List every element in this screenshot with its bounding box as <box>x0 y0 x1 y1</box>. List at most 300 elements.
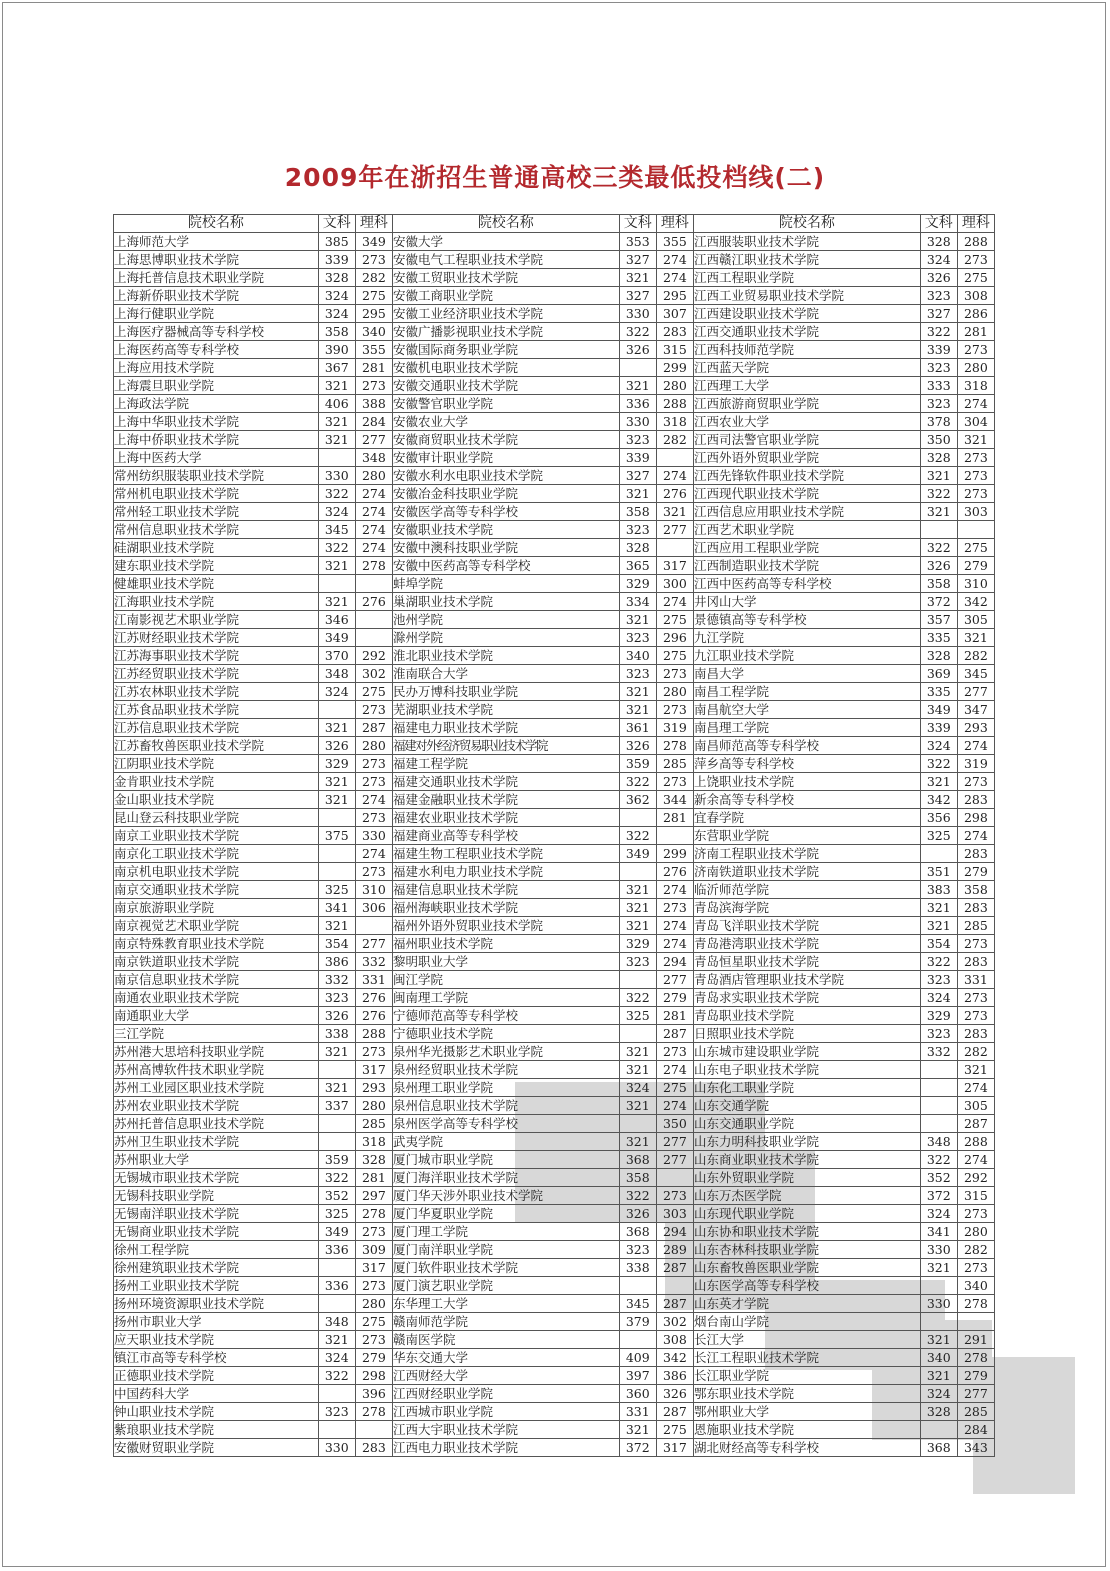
arts-score-cell: 350 <box>920 431 957 449</box>
science-score-cell: 287 <box>355 719 392 737</box>
school-name-cell: 福建电力职业技术学院 <box>392 719 619 737</box>
science-score-cell: 277 <box>656 1133 693 1151</box>
science-score-cell: 318 <box>355 1133 392 1151</box>
school-name-cell: 福州外语外贸职业技术学院 <box>392 917 619 935</box>
table-row <box>114 1115 995 1133</box>
table-row <box>114 1169 995 1187</box>
arts-score-cell <box>619 359 656 377</box>
arts-score-cell <box>318 1385 355 1403</box>
table-row <box>114 683 995 701</box>
school-name-cell: 南京铁道职业技术学院 <box>114 953 319 971</box>
arts-score-cell: 329 <box>619 935 656 953</box>
table-row <box>114 539 995 557</box>
science-score-cell: 282 <box>957 647 994 665</box>
arts-score-cell: 378 <box>920 413 957 431</box>
science-score-cell: 274 <box>355 845 392 863</box>
school-name-cell: 上海托普信息技术职业学院 <box>114 269 319 287</box>
arts-score-cell: 321 <box>920 917 957 935</box>
school-name-cell: 临沂师范学院 <box>693 881 920 899</box>
arts-score-cell: 332 <box>318 971 355 989</box>
science-score-cell: 276 <box>355 1007 392 1025</box>
school-name-cell: 安徽警官职业学院 <box>392 395 619 413</box>
school-name-cell: 山东现代职业学院 <box>693 1205 920 1223</box>
table-row <box>114 737 995 755</box>
table-row <box>114 971 995 989</box>
arts-score-cell <box>619 1277 656 1295</box>
science-score-cell: 315 <box>656 341 693 359</box>
science-score-cell: 293 <box>355 1079 392 1097</box>
arts-score-cell: 322 <box>318 1367 355 1385</box>
arts-score-cell: 352 <box>920 1169 957 1187</box>
science-score-cell: 273 <box>957 449 994 467</box>
science-score-cell: 273 <box>355 377 392 395</box>
school-name-cell: 湖北财经高等专科学校 <box>693 1439 920 1457</box>
science-score-cell: 274 <box>656 881 693 899</box>
arts-score-cell: 352 <box>318 1187 355 1205</box>
school-name-cell: 苏州港大思培科技职业学院 <box>114 1043 319 1061</box>
science-score-cell: 274 <box>355 503 392 521</box>
school-name-cell: 江西服装职业技术学院 <box>693 233 920 251</box>
science-score-cell: 273 <box>355 755 392 773</box>
arts-score-cell: 397 <box>619 1367 656 1385</box>
school-name-cell: 江西交通职业技术学院 <box>693 323 920 341</box>
arts-score-cell: 328 <box>920 233 957 251</box>
school-name-cell: 东营职业学院 <box>693 827 920 845</box>
school-name-cell: 山东商业职业技术学院 <box>693 1151 920 1169</box>
science-score-cell: 274 <box>656 269 693 287</box>
school-name-cell: 九江学院 <box>693 629 920 647</box>
school-name-cell: 山东交通学院 <box>693 1097 920 1115</box>
arts-score-cell <box>318 1061 355 1079</box>
science-score-cell: 275 <box>656 1079 693 1097</box>
school-name-cell: 山东杏林科技职业学院 <box>693 1241 920 1259</box>
table-row <box>114 1403 995 1421</box>
school-name-cell: 安徽广播影视职业技术学院 <box>392 323 619 341</box>
arts-score-cell: 337 <box>318 1097 355 1115</box>
science-score-cell: 275 <box>656 647 693 665</box>
science-score-cell: 328 <box>355 1151 392 1169</box>
table-row <box>114 359 995 377</box>
science-score-cell: 287 <box>656 1295 693 1313</box>
science-score-cell: 355 <box>355 341 392 359</box>
science-score-cell: 310 <box>957 575 994 593</box>
science-score-cell: 274 <box>957 1079 994 1097</box>
science-score-cell: 298 <box>957 809 994 827</box>
science-score-cell: 274 <box>656 917 693 935</box>
school-name-cell: 福建商业高等专科学校 <box>392 827 619 845</box>
school-name-cell: 上海行健职业学院 <box>114 305 319 323</box>
school-name-cell: 江苏农林职业技术学院 <box>114 683 319 701</box>
school-name-cell: 青岛恒星职业技术学院 <box>693 953 920 971</box>
science-score-cell: 273 <box>355 701 392 719</box>
school-name-cell: 扬州工业职业技术学院 <box>114 1277 319 1295</box>
arts-score-cell: 322 <box>619 989 656 1007</box>
arts-score-cell: 326 <box>920 269 957 287</box>
science-score-cell: 295 <box>656 287 693 305</box>
table-row <box>114 881 995 899</box>
science-score-cell: 326 <box>656 1385 693 1403</box>
table-row <box>114 1241 995 1259</box>
science-score-cell: 340 <box>957 1277 994 1295</box>
school-name-cell: 安徽中澳科技职业学院 <box>392 539 619 557</box>
school-name-cell: 青岛酒店管理职业技术学院 <box>693 971 920 989</box>
table-row <box>114 1277 995 1295</box>
school-name-cell: 蚌埠学院 <box>392 575 619 593</box>
science-score-cell: 273 <box>957 467 994 485</box>
science-score-cell: 273 <box>355 1043 392 1061</box>
science-score-cell: 349 <box>355 233 392 251</box>
science-score-cell: 285 <box>656 755 693 773</box>
arts-score-cell: 326 <box>318 737 355 755</box>
arts-score-cell: 324 <box>619 1079 656 1097</box>
school-name-cell: 江西城市职业学院 <box>392 1403 619 1421</box>
science-score-cell: 278 <box>355 1205 392 1223</box>
science-score-cell: 274 <box>656 593 693 611</box>
science-score-cell: 273 <box>957 935 994 953</box>
arts-score-cell: 332 <box>920 1043 957 1061</box>
arts-score-cell: 330 <box>619 413 656 431</box>
school-name-cell: 苏州职业大学 <box>114 1151 319 1169</box>
science-score-cell: 275 <box>656 1421 693 1439</box>
arts-score-cell: 322 <box>920 953 957 971</box>
arts-score-cell <box>920 845 957 863</box>
science-score-cell: 284 <box>355 413 392 431</box>
school-name-cell: 安徽中医药高等专科学校 <box>392 557 619 575</box>
arts-score-cell: 358 <box>619 1169 656 1187</box>
science-score-cell: 276 <box>656 485 693 503</box>
science-score-cell: 277 <box>957 1385 994 1403</box>
table-row <box>114 1187 995 1205</box>
school-name-cell: 青岛滨海学院 <box>693 899 920 917</box>
school-name-cell: 安徽职业技术学院 <box>392 521 619 539</box>
school-name-cell: 泉州医学高等专科学校 <box>392 1115 619 1133</box>
arts-score-cell: 324 <box>920 989 957 1007</box>
arts-score-cell: 324 <box>920 1385 957 1403</box>
arts-score-cell: 324 <box>318 503 355 521</box>
arts-score-cell: 328 <box>920 1403 957 1421</box>
school-name-cell: 南京信息职业技术学院 <box>114 971 319 989</box>
science-score-cell: 273 <box>957 989 994 1007</box>
arts-score-cell: 326 <box>619 737 656 755</box>
arts-score-cell: 383 <box>920 881 957 899</box>
arts-score-cell: 348 <box>318 665 355 683</box>
arts-score-cell: 321 <box>619 899 656 917</box>
arts-score-cell: 353 <box>619 233 656 251</box>
science-score-cell: 288 <box>957 1133 994 1151</box>
arts-score-cell: 365 <box>619 557 656 575</box>
science-score-cell: 321 <box>957 1061 994 1079</box>
science-score-cell: 274 <box>957 827 994 845</box>
science-score-cell: 273 <box>957 1259 994 1277</box>
arts-score-cell: 323 <box>619 665 656 683</box>
science-score-cell: 283 <box>355 1439 392 1457</box>
science-score-cell: 283 <box>957 899 994 917</box>
science-score-cell: 348 <box>355 449 392 467</box>
table-row <box>114 1313 995 1331</box>
arts-score-cell: 321 <box>920 1367 957 1385</box>
school-name-cell: 紫琅职业技术学院 <box>114 1421 319 1439</box>
school-name-cell: 日照职业技术学院 <box>693 1025 920 1043</box>
science-score-cell: 274 <box>656 251 693 269</box>
school-name-cell: 福建生物工程职业技术学院 <box>392 845 619 863</box>
science-score-cell: 282 <box>355 269 392 287</box>
science-score-cell: 274 <box>957 395 994 413</box>
school-name-cell: 江南影视艺术职业学院 <box>114 611 319 629</box>
school-name-cell: 金肯职业技术学院 <box>114 773 319 791</box>
science-score-cell: 275 <box>355 1313 392 1331</box>
school-name-cell: 济南铁道职业技术学院 <box>693 863 920 881</box>
school-name-cell: 福州海峡职业技术学院 <box>392 899 619 917</box>
arts-score-cell: 390 <box>318 341 355 359</box>
school-name-cell: 南昌理工学院 <box>693 719 920 737</box>
school-name-cell: 江西艺术职业学院 <box>693 521 920 539</box>
school-name-cell: 江苏财经职业技术学院 <box>114 629 319 647</box>
school-name-cell: 恩施职业技术学院 <box>693 1421 920 1439</box>
school-name-cell: 江苏食品职业技术学院 <box>114 701 319 719</box>
arts-score-cell: 328 <box>920 647 957 665</box>
science-score-cell: 343 <box>957 1439 994 1457</box>
school-name-cell: 金山职业技术学院 <box>114 791 319 809</box>
arts-score-cell: 321 <box>619 1133 656 1151</box>
science-score-cell: 273 <box>957 341 994 359</box>
table-row <box>114 1259 995 1277</box>
school-name-cell: 苏州农业职业技术学院 <box>114 1097 319 1115</box>
science-score-cell: 317 <box>355 1061 392 1079</box>
arts-score-cell: 361 <box>619 719 656 737</box>
science-score-cell: 355 <box>656 233 693 251</box>
school-name-cell: 济南工程职业技术学院 <box>693 845 920 863</box>
school-name-cell: 硅湖职业技术学院 <box>114 539 319 557</box>
arts-score-cell: 351 <box>920 863 957 881</box>
school-name-cell: 江苏畜牧兽医职业技术学院 <box>114 737 319 755</box>
school-name-cell: 常州信息职业技术学院 <box>114 521 319 539</box>
school-name-cell: 安徽财贸职业学院 <box>114 1439 319 1457</box>
school-name-cell: 苏州工业园区职业技术学院 <box>114 1079 319 1097</box>
science-score-cell: 276 <box>656 863 693 881</box>
table-row <box>114 431 995 449</box>
arts-score-cell: 321 <box>920 1331 957 1349</box>
school-name-cell: 苏州高博软件技术职业学院 <box>114 1061 319 1079</box>
table-row <box>114 1043 995 1061</box>
school-name-cell: 山东万杰医学院 <box>693 1187 920 1205</box>
school-name-cell: 九江职业技术学院 <box>693 647 920 665</box>
school-name-cell: 安徽电气工程职业技术学院 <box>392 251 619 269</box>
arts-score-cell: 325 <box>318 881 355 899</box>
arts-score-cell: 346 <box>318 611 355 629</box>
school-name-cell: 厦门城市职业学院 <box>392 1151 619 1169</box>
school-name-cell: 江阴职业技术学院 <box>114 755 319 773</box>
school-name-cell: 烟台南山学院 <box>693 1313 920 1331</box>
arts-score-cell: 323 <box>619 431 656 449</box>
science-score-cell: 281 <box>957 323 994 341</box>
science-score-cell: 275 <box>957 269 994 287</box>
science-score-cell: 277 <box>656 521 693 539</box>
school-name-cell: 江西外语外贸职业学院 <box>693 449 920 467</box>
arts-score-cell: 321 <box>318 917 355 935</box>
school-name-cell: 南昌航空大学 <box>693 701 920 719</box>
arts-score-cell: 325 <box>318 1205 355 1223</box>
arts-score-cell: 321 <box>318 791 355 809</box>
school-name-cell: 应天职业技术学院 <box>114 1331 319 1349</box>
science-score-cell: 277 <box>957 683 994 701</box>
header-school: 院校名称 <box>392 215 619 233</box>
arts-score-cell: 326 <box>318 1007 355 1025</box>
science-score-cell: 277 <box>656 1151 693 1169</box>
science-score-cell: 280 <box>355 1097 392 1115</box>
arts-score-cell: 368 <box>619 1223 656 1241</box>
arts-score-cell: 322 <box>619 773 656 791</box>
school-name-cell: 常州机电职业技术学院 <box>114 485 319 503</box>
science-score-cell: 274 <box>355 485 392 503</box>
arts-score-cell: 324 <box>318 1349 355 1367</box>
arts-score-cell: 409 <box>619 1349 656 1367</box>
arts-score-cell <box>318 863 355 881</box>
school-name-cell: 华东交通大学 <box>392 1349 619 1367</box>
science-score-cell: 294 <box>656 1223 693 1241</box>
table-row <box>114 1223 995 1241</box>
table-row <box>114 1367 995 1385</box>
arts-score-cell: 321 <box>920 899 957 917</box>
school-name-cell: 江西中医药高等专科学校 <box>693 575 920 593</box>
arts-score-cell: 327 <box>619 467 656 485</box>
arts-score-cell: 339 <box>318 251 355 269</box>
arts-score-cell: 358 <box>619 503 656 521</box>
arts-score-cell: 368 <box>619 1151 656 1169</box>
table-row <box>114 809 995 827</box>
school-name-cell: 安徽农业大学 <box>392 413 619 431</box>
arts-score-cell: 358 <box>318 323 355 341</box>
school-name-cell: 闽南理工学院 <box>392 989 619 1007</box>
school-name-cell: 淮北职业技术学院 <box>392 647 619 665</box>
science-score-cell: 289 <box>656 1241 693 1259</box>
science-score-cell: 273 <box>656 701 693 719</box>
science-score-cell: 319 <box>957 755 994 773</box>
table-row <box>114 485 995 503</box>
school-name-cell: 无锡南洋职业技术学院 <box>114 1205 319 1223</box>
arts-score-cell: 327 <box>619 251 656 269</box>
school-name-cell: 宜春学院 <box>693 809 920 827</box>
table-row <box>114 341 995 359</box>
science-score-cell: 274 <box>656 1061 693 1079</box>
score-table <box>113 214 995 1457</box>
school-name-cell: 泉州信息职业技术学院 <box>392 1097 619 1115</box>
arts-score-cell: 321 <box>619 485 656 503</box>
school-name-cell: 安徽工贸职业技术学院 <box>392 269 619 287</box>
school-name-cell: 南昌工程学院 <box>693 683 920 701</box>
school-name-cell: 宁德职业技术学院 <box>392 1025 619 1043</box>
science-score-cell: 318 <box>957 377 994 395</box>
arts-score-cell <box>920 1313 957 1331</box>
table-body <box>114 233 995 1457</box>
arts-score-cell: 323 <box>920 359 957 377</box>
science-score-cell: 307 <box>656 305 693 323</box>
arts-score-cell: 329 <box>619 575 656 593</box>
arts-score-cell: 354 <box>318 935 355 953</box>
school-name-cell: 新余高等专科学校 <box>693 791 920 809</box>
arts-score-cell: 321 <box>619 881 656 899</box>
science-score-cell: 321 <box>957 629 994 647</box>
school-name-cell: 安徽审计职业学院 <box>392 449 619 467</box>
science-score-cell <box>355 575 392 593</box>
arts-score-cell <box>920 1097 957 1115</box>
arts-score-cell: 339 <box>920 719 957 737</box>
school-name-cell: 正德职业技术学院 <box>114 1367 319 1385</box>
table-row <box>114 521 995 539</box>
arts-score-cell: 356 <box>920 809 957 827</box>
arts-score-cell: 322 <box>920 323 957 341</box>
science-score-cell: 285 <box>355 1115 392 1133</box>
science-score-cell: 273 <box>355 251 392 269</box>
science-score-cell: 280 <box>656 683 693 701</box>
school-name-cell: 江苏海事职业技术学院 <box>114 647 319 665</box>
arts-score-cell: 322 <box>318 485 355 503</box>
science-score-cell: 287 <box>656 1259 693 1277</box>
arts-score-cell: 338 <box>619 1259 656 1277</box>
arts-score-cell: 340 <box>920 1349 957 1367</box>
school-name-cell: 上海思博职业技术学院 <box>114 251 319 269</box>
science-score-cell: 299 <box>656 845 693 863</box>
school-name-cell: 长江职业学院 <box>693 1367 920 1385</box>
science-score-cell: 274 <box>355 791 392 809</box>
science-score-cell: 281 <box>355 1169 392 1187</box>
arts-score-cell: 367 <box>318 359 355 377</box>
arts-score-cell: 335 <box>920 629 957 647</box>
school-name-cell: 苏州托普信息职业技术学院 <box>114 1115 319 1133</box>
science-score-cell: 332 <box>355 953 392 971</box>
arts-score-cell <box>619 971 656 989</box>
science-score-cell: 273 <box>957 773 994 791</box>
arts-score-cell: 385 <box>318 233 355 251</box>
school-name-cell: 上海医疗器械高等专科学校 <box>114 323 319 341</box>
science-score-cell: 308 <box>656 1331 693 1349</box>
school-name-cell: 山东英才学院 <box>693 1295 920 1313</box>
science-score-cell: 340 <box>355 323 392 341</box>
arts-score-cell: 323 <box>318 989 355 1007</box>
arts-score-cell <box>920 1115 957 1133</box>
table-row <box>114 1061 995 1079</box>
arts-score-cell: 341 <box>920 1223 957 1241</box>
science-score-cell: 274 <box>355 539 392 557</box>
arts-score-cell: 335 <box>920 683 957 701</box>
arts-score-cell: 323 <box>920 287 957 305</box>
school-name-cell: 萍乡高等专科学校 <box>693 755 920 773</box>
arts-score-cell: 321 <box>318 413 355 431</box>
header-arts: 文科 <box>318 215 355 233</box>
arts-score-cell: 330 <box>318 1439 355 1457</box>
arts-score-cell: 379 <box>619 1313 656 1331</box>
science-score-cell: 279 <box>957 863 994 881</box>
arts-score-cell: 342 <box>920 791 957 809</box>
table-row <box>114 989 995 1007</box>
science-score-cell: 388 <box>355 395 392 413</box>
school-name-cell: 南京工业职业技术学院 <box>114 827 319 845</box>
table-row <box>114 251 995 269</box>
arts-score-cell <box>920 1277 957 1295</box>
science-score-cell: 273 <box>656 665 693 683</box>
arts-score-cell: 336 <box>619 395 656 413</box>
arts-score-cell: 339 <box>619 449 656 467</box>
science-score-cell: 273 <box>957 485 994 503</box>
school-name-cell: 青岛求实职业技术学院 <box>693 989 920 1007</box>
science-score-cell: 295 <box>355 305 392 323</box>
arts-score-cell: 340 <box>619 647 656 665</box>
science-score-cell: 287 <box>656 1403 693 1421</box>
arts-score-cell: 322 <box>619 827 656 845</box>
arts-score-cell: 323 <box>920 971 957 989</box>
table-row <box>114 1385 995 1403</box>
science-score-cell: 280 <box>355 737 392 755</box>
school-name-cell: 山东医学高等专科学校 <box>693 1277 920 1295</box>
